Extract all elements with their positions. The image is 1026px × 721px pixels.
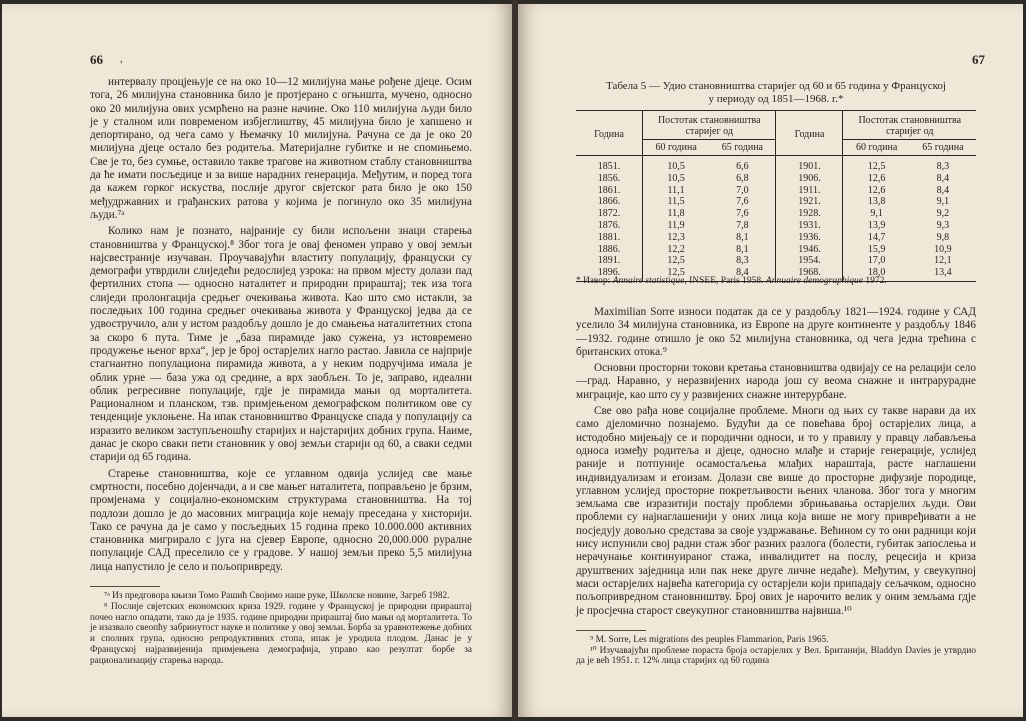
note-source-2: Annuaire demographique (765, 276, 863, 286)
footnote-rule-right (576, 630, 646, 631)
header-percent-left: Постотак становништва старијег од (643, 111, 776, 140)
note-middle: INSEE, Paris 1958. (689, 276, 764, 286)
header-65-right: 65 година (910, 140, 976, 156)
table-row (576, 208, 976, 220)
pct60-cell: 12,5 (643, 267, 710, 281)
year-cell: 1931. (776, 220, 843, 232)
pct65-cell: 8,4 (936, 184, 950, 196)
pct65-cell: 8,1 (736, 231, 749, 243)
year-cell: 1881. (597, 231, 621, 243)
year-cell: 1936. (776, 232, 843, 244)
pct65-cell: 10,9 (934, 243, 952, 255)
year-cell: 1968. (776, 267, 843, 281)
pct60-cell: 11,5 (643, 196, 710, 208)
pct60-cell: 13,9 (843, 220, 910, 232)
table-row (576, 185, 976, 197)
left-page (2, 4, 512, 717)
pct65-cell: 7,0 (736, 184, 749, 196)
year-cell: 1911. (776, 185, 843, 197)
year-cell: 1896. (576, 267, 643, 281)
pct60-cell: 12,2 (643, 244, 710, 256)
year-cell: 1851. (597, 161, 621, 172)
pct65-cell: 8,4 (936, 172, 950, 184)
note-end: 1972. (865, 276, 887, 286)
pct65-cell: 9,1 (936, 196, 950, 208)
left-paragraph-1: интервалу процјењује се на око 10—12 милијуна мање рођене дјеце. Осим тога, 26 милијуна становника било је протјерано с огњишта, мучено, односно око 20 милијуна ових усмрћено на разне начине. Око 110 милијуна људи било је у сталном или повременом избјеглиштву, 45 милијуна било је хапшено и депортирано, од чега само у Њемачку 10 милијуна. Рачуна се да је око 20 милијуна дјеце остало без родитеља. Материјалне губитке и не спомињемо. Све је то, без сумње, оставило такве трагове на животном стаблу становништва да ће имати посљедице и за више нарадних генерација. Међутим, и поред тога да кажем горког искуства, послије другог свјетског рата било је око 150 међудржавних и грађанских ратова у којима је погинуло око 35 милијуна људи.⁷ᵃ (90, 76, 472, 221)
year-cell: 1901. (776, 156, 843, 173)
pct65-cell: 6,6 (736, 161, 749, 172)
year-cell: 1872. (597, 208, 621, 220)
pct60-cell: 15,9 (843, 244, 910, 256)
pct60-cell: 10,5 (643, 173, 710, 185)
year-cell: 1856. (597, 172, 621, 184)
pct65-cell: 13,4 (910, 267, 976, 281)
population-table (576, 110, 976, 282)
page-mark: , (120, 54, 123, 65)
pct65-cell: 9,2 (936, 208, 950, 220)
table-row (576, 232, 976, 244)
year-cell: 1886. (597, 243, 621, 255)
year-cell: 1891. (597, 255, 621, 267)
pct65-cell: 6,8 (736, 172, 749, 184)
table-caption (576, 80, 976, 106)
pct65-cell: 9,8 (936, 231, 950, 243)
table-row (576, 196, 976, 208)
footnote-9: ⁹ M. Sorre, Les migrations des peuples Flammarion, Paris 1965. (590, 634, 829, 645)
pct65-cell: 7,6 (736, 208, 749, 220)
year-cell: 1946. (776, 244, 843, 256)
table-caption-line-1: Табела 5 — Удио становништва старијег од 60 и 65 година у Француској (606, 80, 946, 92)
note-source-1: Annaire statistique, (612, 276, 687, 286)
pct65-cell: 12,1 (934, 255, 952, 267)
right-paragraph-1: Maximilian Sorre износи податак да се у раздобљу 1821—1924. године у САД уселило 34 милијуна становника, из Европе на друге континенте у раздобљу 1846—1932. године отишло је око 52 милијуна становника, од чега једна трећина с британских отока.⁹ (576, 306, 976, 358)
year-cell: 1906. (776, 173, 843, 185)
header-65-left: 65 година (709, 140, 776, 156)
page-number-left: 66 (90, 52, 103, 67)
pct65-cell: 8,3 (936, 161, 950, 172)
table-row (576, 255, 976, 267)
year-cell: 1928. (776, 208, 843, 220)
right-paragraph-3: Све ово рађа нове социјалне проблеме. Многи од њих су такве нарави да их само дјеломично познајемо. Будући да се повећава број остарјелих лица, а истодобно мијењају се и породични односи, и то у правилу у правцу лабављења односа између родитеља и дјеце, односно млађе и старије генерације, услијед раније и потпуније осамостаљења млађих нараштаја, расте наглашени индивидуализам и егоизам. Долази све више до просторне дифузије породице, углавном услијед просторне покретљивости њених чланова. Због тога у многим земљама све изразитији постају проблеми збрињавања остарјелих људи. Ови проблеми су најнаглашенији у оних лица која више не могу привређивати а не посједују довољно средстава за своје уздржавање. Већином су то они радници који нису испунили свој радни стаж због разних разлога (болести, губитак запослења и нерачунање континуираног стажа, инвалидитет на послу, рецесија и криза друштвених заједница или пак неке друге личне недаће). Међутим, у свеукупној маси остарјелих највећа категорија су остарјели који припадају сељачком, односно пољопривредном становништву. Број ових је нарочито велик у оним земљама гдје је просјечна старост свеукупног становништва највиша.¹⁰ (576, 405, 976, 617)
pct60-cell: 18,0 (843, 267, 910, 281)
year-cell: 1861. (597, 184, 621, 196)
right-page (518, 4, 1023, 717)
pct60-cell: 12,5 (643, 255, 710, 267)
pct65-cell: 8,4 (709, 267, 776, 281)
left-paragraph-3: Старење становништва, које се углавном одвија услијед све мање смртности, посебно дојенчади, а и све мањег наталитета, поправљено је брзим, промјенама у социјално-економским структурама становништва. На тој подлози дошло је до масовних миграција које немају преседана у хисторији. Тако се рачуна да је само у посљедњих 15 година преко 10.000.000 активних становника мигрирало с југа на сјевер Европе, односно 20,000.000 руралне популације САД преселило се у градове. У нашој земљи преко 5,5 милијуна лица напустило је село и пољопривреду. (90, 467, 472, 573)
pct60-cell: 14,7 (843, 232, 910, 244)
footnote-rule (90, 586, 160, 587)
pct60-cell: 11,1 (643, 185, 710, 197)
pct60-cell: 10,5 (643, 156, 710, 173)
table-row (576, 220, 976, 232)
pct60-cell: 11,8 (643, 208, 710, 220)
table-source-note (576, 276, 976, 287)
pct65-cell: 7,8 (736, 219, 749, 231)
table-row (576, 173, 976, 185)
right-paragraph-2: Основни просторни токови кретања становништва одвијају се на релацији село—град. Наравно, у неразвијених народа још су веома снажне и интрарурадне миграције, као што су у развијених снажне интерурбане. (576, 362, 976, 401)
pct60-cell: 9,1 (843, 208, 910, 220)
right-text-column (576, 306, 976, 667)
table-body (576, 156, 976, 282)
year-cell: 1876. (597, 219, 621, 231)
header-percent-right: Постотак становништва старијег од (843, 111, 976, 140)
header-60-left: 60 година (643, 140, 710, 156)
header-year-right: Година (776, 111, 843, 156)
pct65-cell: 7,6 (736, 196, 749, 208)
table-row (576, 156, 976, 173)
pct65-cell: 9,3 (936, 219, 950, 231)
pct60-cell: 12,6 (843, 185, 910, 197)
footnote-10: ¹⁰ Изучавајући проблеме пораста броја остарјелих у Вел. Британији, Bladdyn Davies је утврдио да је већ 1951. г. 12% лица старијих од 60 година (576, 645, 976, 667)
year-cell: 1866. (597, 196, 621, 208)
footnote-8: ⁸ Послије свјетских економских криза 1929. године у Француској је природни прираштај почео нагло опадати, тако да је 1935. године природни прираштај био мањи од морталитета. То је изазвало свеопћу забринутост науке и политике у овој земљи. Борба за уравнотежење добних и сполних група, односно репродуктивних стопа, ипак је уродила плодом. Данас је у Француској најразвијенија примјењена демографија, управо као резултат борбе за рационализацију старења народа. (90, 601, 472, 666)
pct60-cell: 17,0 (843, 255, 910, 267)
pct65-cell: 8,1 (736, 243, 749, 255)
pct60-cell: 12,5 (843, 156, 910, 173)
year-cell: 1954. (776, 255, 843, 267)
footnote-7a: ⁷ᵃ Из предговора књизи Томо Рашић Својимо наше руке, Школске новине, Загреб 1982. (104, 590, 450, 601)
page-number-right: 67 (972, 52, 985, 67)
table-row (576, 244, 976, 256)
note-prefix: * Извор: (576, 276, 611, 286)
left-text-column (90, 76, 472, 667)
table-caption-line-2: у периоду од 1851—1968. г.* (708, 93, 844, 105)
pct60-cell: 12,3 (643, 232, 710, 244)
pct65-cell: 8,3 (736, 255, 749, 267)
year-cell: 1921. (776, 196, 843, 208)
header-year-left: Година (576, 111, 643, 156)
left-paragraph-2: Колико нам је познато, најраније су били испољени знаци старења становништва у Француској.⁸ Због тога је овај феномен управо у овој земљи најсвестраније изучаван. Проучавајући властиту популацију, француски су демографи утврдили слиједећи редослијед узрока: на првом мјесту долази пад фертилних стопа — односно наталитет и природни прираштај; тек иза тога слиједи пролонгација средњег очекивања живота. Као што смо истакли, за последњих 100 година средњег очекивања живота у Француској једва да се удвостручило, али у истом раздобљу дошло је до смањења наталитетних стопа за скоро 6 пута. Тиме је „база пирамиде јако сужена, уз истовремено продужење њеног врха“, јер је број остарјелих нагло растао. Јавила се најприје стагнантно популациона пирамида живота, а у неким подручјима имала је облик урне — база ужа од средине, а врх заобљен. То је, заправо, идеални облик регресивне популације, гдје је пирамида мањи од морталитета. Рационалном и планском, тзв. примјењеном демографском политиком ове су тенденције уклоњене. На ипак становништво Француске спада у популацију са изразито великом заступљеношћу старијих и најстаријих добних група. Наиме, данас је скоро сваки пети становник у овој земљи старији од 60, а сваки седми старији од 65 година. (90, 225, 472, 464)
header-60-right: 60 година (843, 140, 910, 156)
pct60-cell: 12,6 (843, 173, 910, 185)
pct60-cell: 13,8 (843, 196, 910, 208)
pct60-cell: 11,9 (643, 220, 710, 232)
